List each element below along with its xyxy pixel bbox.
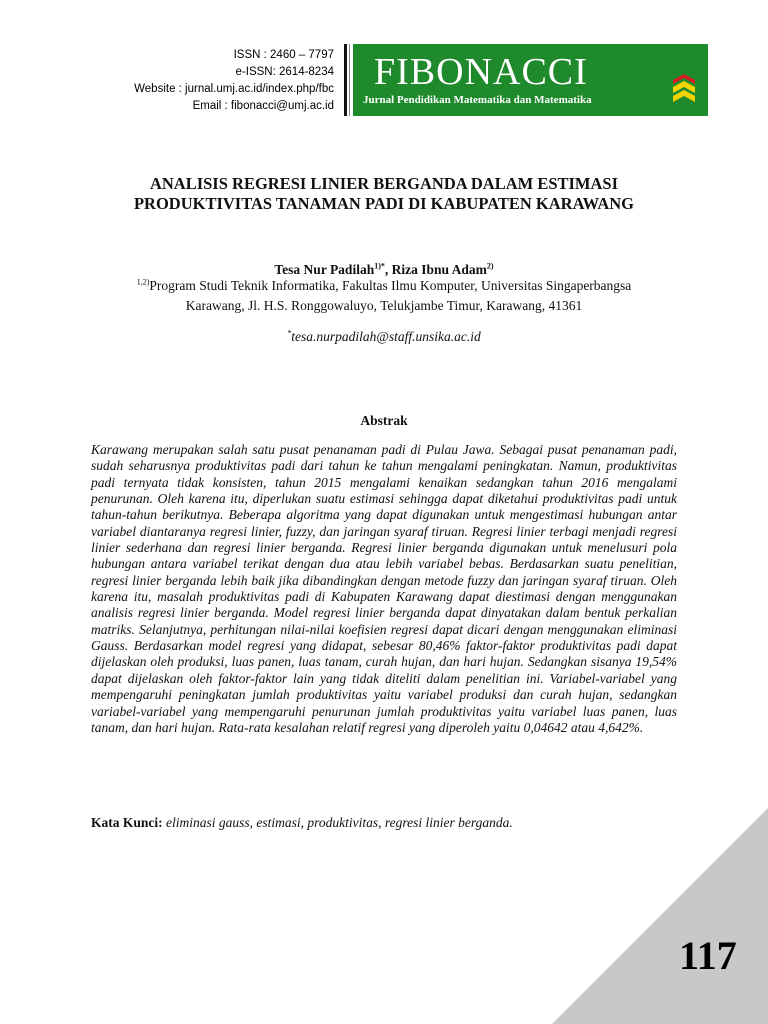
abstract-text: Karawang merupakan salah satu pusat penanaman padi di Pulau Jawa. Sebagai pusat penanaman padi, sudah seharusnya produktivitas padi dari tahun ke tahun mengalami peningkatan. Namun, produktivitas padi ternyata tidak konsisten, tahun 2015 mengalami kenaikan sedangkan tahun 2016 mengalami penurunan. Oleh karena itu, diperlukan suatu estimasi sehingga dapat diketahui produktivitas padi untuk tahun-tahun berikutnya. Beberapa algoritma yang dapat digunakan untuk mengestimasi hubungan antar variabel diantaranya regresi linier, fuzzy, dan jaringan syaraf tiruan. Regresi linier terbagi menjadi regresi linier sederhana dan regresi linier berganda. Regresi linier berganda digunakan untuk menelusuri pola hubungan antara variabel terikat dengan dua atau lebih variabel bebas. Berdasarkan suatu penelitian, regresi linier berganda lebih baik jika dibandingkan dengan metode fuzzy dan jaringan syaraf tiruan. Oleh karena itu, masalah produktivitas padi di Kabupaten Karawang dapat diestimasi dengan menggunakan analisis regresi linier berganda. Model regresi linier berganda dapat dinyatakan dalam bentuk perkalian matriks. Selanjutnya, perhitungan nilai-nilai koefisien regresi dapat dicari dengan menggunakan eliminasi Gauss. Berdasarkan model regresi yang didapat, sebesar 80,46% faktor-faktor produktivitas padi dapat dijelaskan oleh produksi, luas panen, luas tanam, curah hujan, dan hari hujan. Sedangkan sisanya 19,54% dapat dijelaskan oleh faktor-faktor lain yang tidak diteliti dalam penelitian ini. Variabel-variabel yang mempengaruhi peningkatan jumlah produktivitas yaitu variabel produksi dan curah hujan, sedangkan variabel-variabel yang mempengaruhi penurunan jumlah produktivitas yaitu variabel luas panen, luas tanam, dan hari hujan. Rata-rata kesalahan relatif regresi yang diperoleh yaitu 0,04642 atau 4,642%.: [91, 442, 677, 735]
email-marker: *: [287, 328, 292, 338]
journal-logo: [353, 44, 708, 116]
page-corner-triangle: [552, 808, 768, 1024]
header-divider-thin: [349, 44, 350, 116]
contact-email: Email : fibonacci@umj.ac.id: [192, 100, 334, 112]
affiliation-line-2: Karawang, Jl. H.S. Ronggowaluyo, Telukjambe Timur, Karawang, 41361: [185, 298, 583, 313]
header-divider: [344, 44, 347, 116]
title-line-2: PRODUKTIVITAS TANAMAN PADI DI KABUPATEN KARAWANG: [133, 194, 635, 213]
issn: ISSN : 2460 – 7797: [233, 49, 334, 61]
author-2: Riza Ibnu Adam: [391, 262, 487, 277]
journal-subtitle: Jurnal Pendidikan Matematika dan Matematika: [363, 94, 592, 106]
author-2-marker: 2): [486, 261, 494, 271]
keywords-label: Kata Kunci:: [91, 815, 163, 830]
page-number: 117: [679, 933, 737, 978]
affiliation-marker: 1,2): [136, 277, 150, 287]
chevron-stack-icon: [670, 72, 698, 108]
journal-info: [134, 47, 334, 115]
author-1-marker: 1)*: [374, 261, 385, 271]
author-separator: ,: [384, 262, 392, 277]
email-address: tesa.nurpadilah@staff.unsika.ac.id: [291, 329, 481, 344]
website: Website : jurnal.umj.ac.id/index.php/fbc: [134, 83, 334, 95]
title-line-1: ANALISIS REGRESI LINIER BERGANDA DALAM ESTIMASI: [149, 174, 619, 193]
corresponding-email: [0, 329, 768, 345]
author-1: Tesa Nur Padilah: [274, 262, 375, 277]
affiliation: [60, 276, 708, 316]
paper-title: [80, 174, 688, 214]
keywords-text: eliminasi gauss, estimasi, produktivitas, regresi linier berganda.: [162, 815, 513, 830]
abstract-heading: Abstrak: [360, 413, 408, 428]
journal-name: FIBONACCI: [374, 51, 588, 93]
affiliation-line-1: Program Studi Teknik Informatika, Fakultas Ilmu Komputer, Universitas Singaperbangsa: [149, 278, 632, 293]
e-issn: e-ISSN: 2614-8234: [235, 66, 334, 78]
